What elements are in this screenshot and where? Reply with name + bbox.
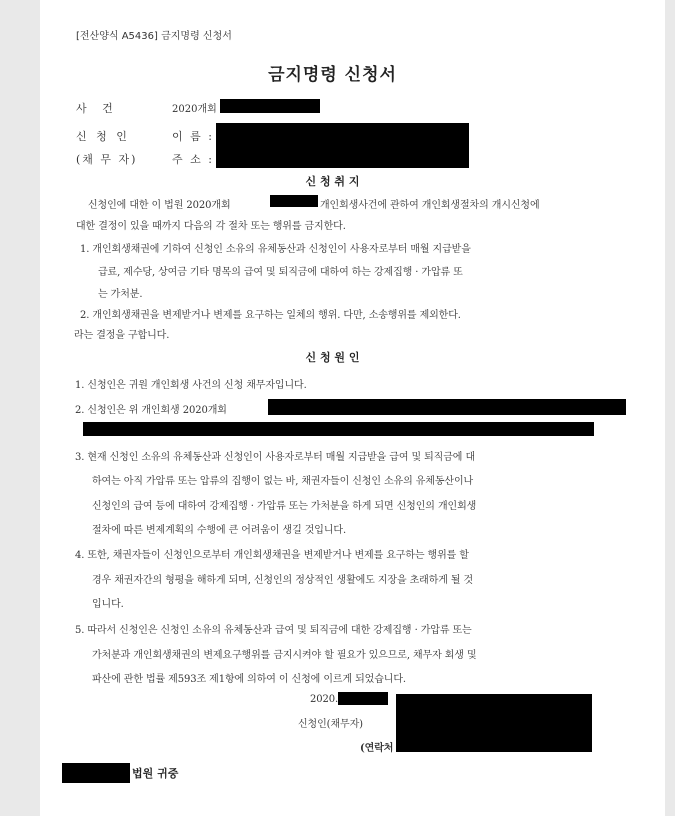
purpose-intro-b: 개인회생사건에 관하여 개인회생절차의 개시신청에 [320, 200, 540, 211]
court-addressee: 법원 귀중 [132, 767, 179, 780]
purpose-intro-a: 신청인에 대한 이 법원 2020개회 [88, 200, 231, 211]
purpose-intro-line2: 대한 결정이 있을 때까지 다음의 각 절차 또는 행위를 금지한다. [76, 221, 346, 232]
name-label: 이 름 : [172, 130, 214, 143]
document-page [40, 0, 665, 816]
reason-5-line1: 5. 따라서 신청인은 신청인 소유의 유체동산과 급여 및 퇴직금에 대한 강제집행 · 가압류 또는 [75, 625, 472, 636]
debtor-label: (채 무 자) [76, 153, 138, 166]
purpose-item1-line1: 1. 개인회생채권에 기하여 신청인 소유의 유체동산과 신청인이 사용자로부터 매월 지급받을 [80, 244, 471, 255]
case-label: 사 건 [76, 102, 119, 115]
document-title: 금지명령 신청서 [268, 65, 397, 85]
reason-4-line1: 4. 또한, 채권자들이 신청인으로부터 개인회생채권을 변제받거나 변제를 요구하는 행위를 할 [75, 550, 469, 561]
address-label: 주 소 : [172, 153, 214, 166]
reason-1: 1. 신청인은 귀원 개인회생 사건의 신청 채무자입니다. [75, 380, 307, 391]
purpose-closing: 라는 결정을 구합니다. [74, 330, 170, 341]
reason-2: 2. 신청인은 위 개인회생 2020개회 [75, 405, 227, 416]
redacted-date [338, 692, 388, 705]
reason-3-line3: 신청인의 급여 등에 대하여 강제집행 · 가압류 또는 가처분을 하게 되면 신청인의 개인회생 [92, 501, 477, 512]
redacted-case-ref [270, 195, 318, 207]
redacted-court-name [62, 763, 130, 783]
reason-3-line1: 3. 현재 신청인 소유의 유체동산과 신청인이 사용자로부터 매월 지급받을 급여 및 퇴직금에 대 [75, 452, 476, 463]
signer-label: 신청인(채무자) [298, 719, 363, 730]
purpose-item1-line3: 는 가처분. [98, 289, 143, 300]
redacted-reason-2-a [268, 399, 626, 415]
form-code-label: [전산양식 A5436] 금지명령 신청서 [76, 31, 232, 42]
purpose-heading: 신 청 취 지 [305, 175, 360, 188]
redacted-reason-2-b [83, 422, 594, 436]
reason-5-line3: 파산에 관한 법률 제593조 제1항에 의하여 이 신청에 이르게 되었습니다. [92, 674, 406, 685]
purpose-item1-line2: 급료, 제수당, 상여금 기타 명목의 급여 및 퇴직금에 대하여 하는 강제집행 · 가압류 또 [98, 267, 463, 278]
purpose-item2-line1: 2. 개인회생채권을 변제받거나 변제를 요구하는 일체의 행위. 다만, 소송행위를 제외한다. [80, 310, 461, 321]
reason-4-line2: 경우 채권자간의 형평을 해하게 되며, 신청인의 정상적인 생활에도 지장을 초래하게 될 것 [92, 575, 474, 586]
applicant-label: 신 청 인 [76, 130, 130, 143]
contact-label: (연락처 [360, 743, 394, 754]
reason-4-line3: 입니다. [92, 599, 124, 610]
redacted-signer-info [396, 694, 592, 752]
redacted-applicant-info [216, 123, 469, 168]
date-prefix: 2020. [310, 694, 339, 705]
reason-3-line2: 하여는 아직 가압류 또는 압류의 집행이 없는 바, 채권자들이 신청인 소유의 유체동산이나 [92, 476, 474, 487]
reason-3-line4: 절차에 따른 변제계획의 수행에 큰 어려움이 생길 것입니다. [92, 525, 347, 536]
case-number-prefix: 2020개회 [172, 104, 217, 115]
reason-5-line2: 가처분과 개인회생채권의 변제요구행위를 금지시켜야 할 필요가 있으므로, 채무자 회생 및 [92, 650, 477, 661]
reasons-heading: 신 청 원 인 [305, 351, 360, 364]
redacted-case-number [220, 99, 320, 113]
